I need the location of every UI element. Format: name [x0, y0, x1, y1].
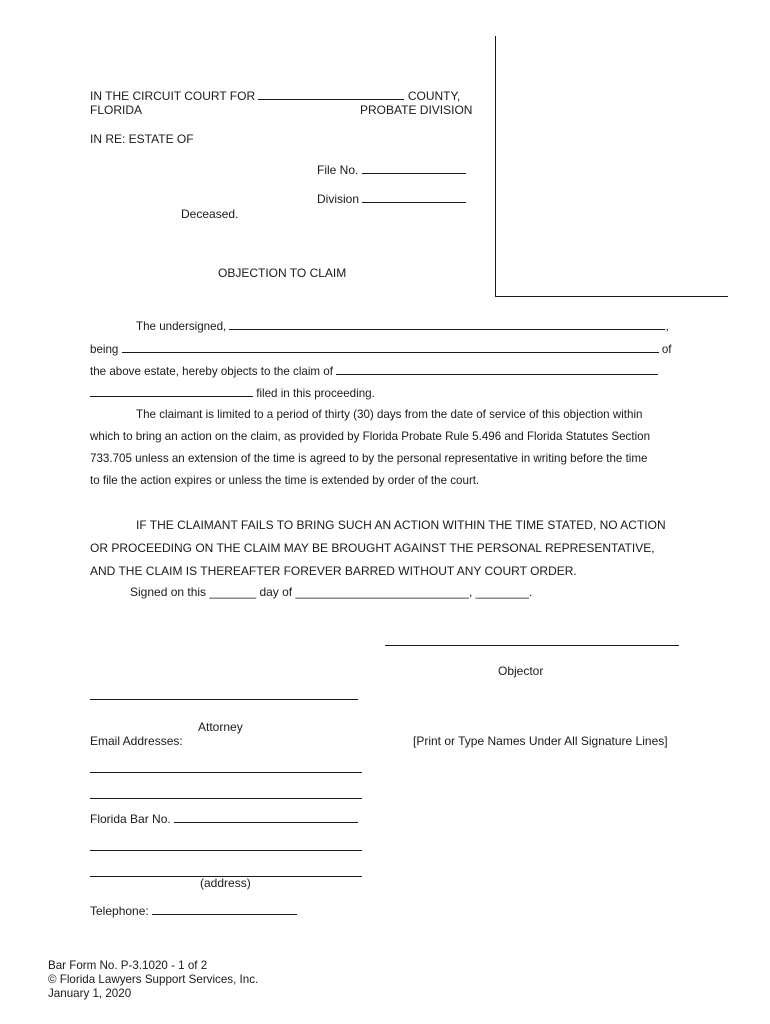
- attorney-signature-line: [90, 699, 358, 700]
- email-line-2: [90, 798, 362, 799]
- address-label: (address): [200, 876, 251, 890]
- division-heading: PROBATE DIVISION: [360, 103, 473, 117]
- body-line-3: [90, 363, 658, 378]
- document-title: OBJECTION TO CLAIM: [218, 266, 347, 280]
- email-addresses-label: Email Addresses:: [90, 734, 183, 748]
- body-line-1: [136, 318, 669, 333]
- filed-label: filed in this proceeding.: [256, 387, 375, 400]
- email-line-1: [90, 772, 362, 773]
- undersigned-blank: [229, 318, 665, 330]
- signed-on-line: Signed on this _______ day of __________________________, ________.: [130, 585, 533, 599]
- court-caption-line1: [90, 88, 460, 103]
- objector-label: Objector: [498, 664, 544, 678]
- division-label: Division: [317, 192, 360, 206]
- attorney-label: Attorney: [198, 720, 243, 734]
- warning-line-1: IF THE CLAIMANT FAILS TO BRING SUCH AN ACTION WITHIN THE TIME STATED, NO ACTION: [136, 518, 666, 532]
- form-footer: [48, 959, 258, 1001]
- of-label: of: [661, 343, 672, 356]
- para2-line-2: which to bring an action on the claim, as provided by Florida Probate Rule 5.496 and Florida Statutes Section: [90, 430, 651, 443]
- telephone-label: Telephone:: [90, 904, 149, 918]
- warning-line-3: AND THE CLAIM IS THEREAFTER FOREVER BARRED WITHOUT ANY COURT ORDER.: [90, 564, 577, 578]
- bar-no-label: Florida Bar No.: [90, 812, 171, 826]
- address-line-1: [90, 850, 362, 851]
- bar-no-blank: [174, 811, 358, 823]
- comma: ,: [665, 320, 669, 333]
- form-date: January 1, 2020: [48, 987, 132, 1000]
- file-no-row: [317, 162, 466, 177]
- being-label: being: [90, 343, 119, 356]
- court-prefix: IN THE CIRCUIT COURT FOR: [90, 89, 256, 103]
- body-line-4: [90, 385, 375, 400]
- division-row: [317, 191, 466, 206]
- in-re-label: IN RE: ESTATE OF: [90, 132, 194, 146]
- warning-line-2: OR PROCEEDING ON THE CLAIM MAY BE BROUGHT AGAINST THE PERSONAL REPRESENTATIVE,: [90, 541, 655, 555]
- state-label: FLORIDA: [90, 103, 143, 117]
- deceased-label: Deceased.: [181, 207, 239, 221]
- clerk-box-bottom-border: [495, 296, 728, 297]
- claim-blank: [90, 385, 253, 397]
- form-number: Bar Form No. P-3.1020 - 1 of 2: [48, 959, 208, 972]
- clerk-box-left-border: [495, 36, 496, 296]
- print-names-note: [Print or Type Names Under All Signature Lines]: [413, 734, 668, 748]
- file-no-label: File No.: [317, 163, 359, 177]
- county-label: COUNTY,: [407, 89, 461, 103]
- para2-line-4: to file the action expires or unless the time is extended by order of the court.: [90, 474, 480, 487]
- copyright-notice: © Florida Lawyers Support Services, Inc.: [48, 973, 259, 986]
- division-blank: [362, 191, 466, 203]
- county-blank: [258, 88, 404, 100]
- telephone-blank: [152, 903, 297, 915]
- objects-label: the above estate, hereby objects to the claim of: [90, 365, 333, 378]
- file-no-blank: [362, 162, 466, 174]
- para2-line-3: 733.705 unless an extension of the time is agreed to by the personal representative in writing before the time: [90, 452, 648, 465]
- para2-line-1: The claimant is limited to a period of thirty (30) days from the date of service of this objection within: [136, 408, 643, 421]
- body-line-2: [90, 341, 672, 356]
- objector-signature-line: [385, 645, 679, 646]
- being-blank: [122, 341, 659, 353]
- undersigned-label: The undersigned,: [136, 320, 227, 333]
- claimant-blank: [336, 363, 658, 375]
- bar-no-row: [90, 811, 358, 826]
- telephone-row: [90, 903, 297, 918]
